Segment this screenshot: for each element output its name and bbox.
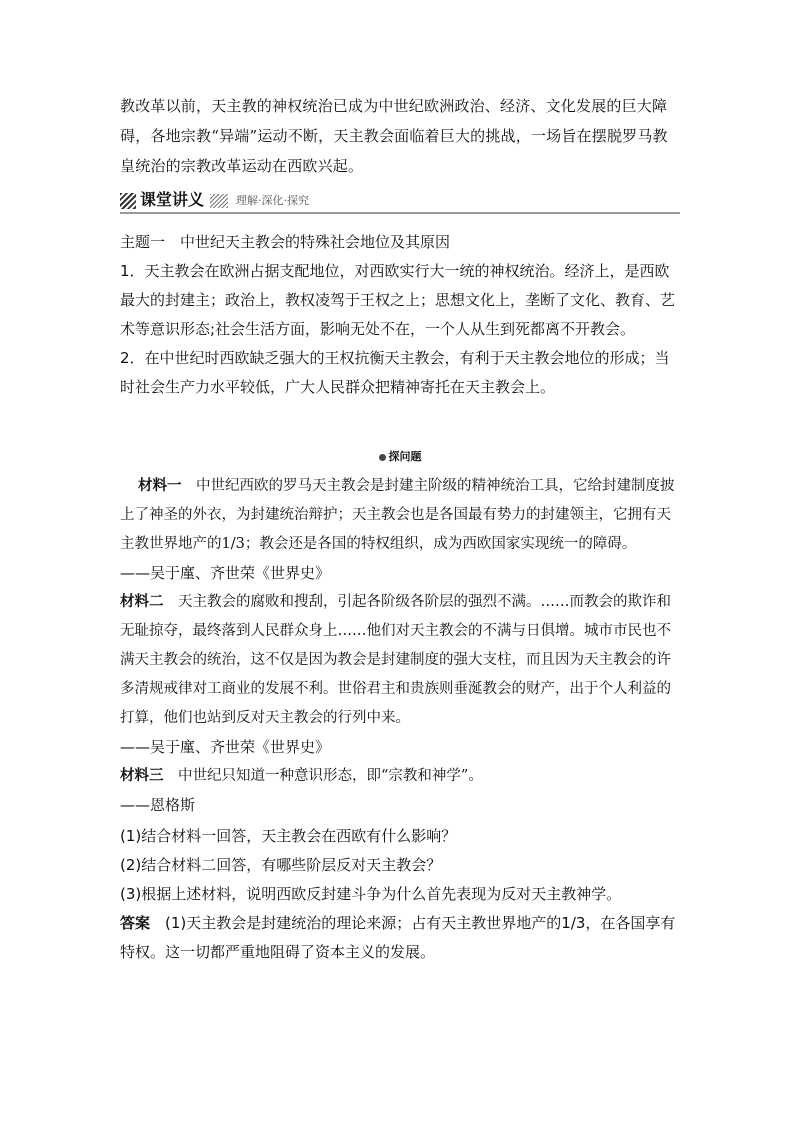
material-1-text: 中世纪西欧的罗马天主教会是封建主阶级的精神统治工具，它给封建制度披上了神圣的外衣，为封建统治辩护；天主教会也是各国最有势力的封建领主，它拥有天主教世界地产的1/3；教会还是各国的特权组织，成为西欧国家实现统一的障碍。 <box>120 478 675 552</box>
material-1-label: 材料一 <box>138 478 182 494</box>
question-2: (2)结合材料二回答，有哪些阶层反对天主教会？ <box>120 856 442 874</box>
bullet-dot-icon <box>379 454 386 461</box>
material-3-label: 材料三 <box>120 768 164 784</box>
section-stripe-icon <box>120 193 136 209</box>
explore-heading <box>120 448 680 464</box>
questions-list <box>120 822 680 967</box>
question-3: (3)根据上述材料，说明西欧反封建斗争为什么首先表现为反对天主教神学。 <box>120 885 622 903</box>
intro-paragraph-block <box>120 91 680 181</box>
answer-label: 答案 <box>120 914 151 932</box>
material-1 <box>120 472 680 559</box>
section-title: 课堂讲义 <box>140 190 205 209</box>
material-2-label: 材料二 <box>120 594 164 610</box>
material-1-source: ——吴于廑、齐世荣《世界史》 <box>120 564 331 582</box>
material-2-source: ——吴于廑、齐世荣《世界史》 <box>120 738 331 756</box>
materials-block <box>120 472 680 967</box>
section-header <box>120 188 680 214</box>
answer <box>120 909 680 967</box>
material-2-text: 天主教会的腐败和搜刮，引起各阶级各阶层的强烈不满。……而教会的欺诈和无耻掠夺，最终落到人民群众身上……他们对天主教会的不满与日俱增。城市市民也不满天主教会的统治，这不仅是因为教会是封建制度的强大支柱，而且因为天主教会的许多清规戒律对工商业的发展不利。世俗君主和贵族则垂涎教会的财产，出于个人利益的打算，他们也站到反对天主教会的行列中来。 <box>120 594 671 726</box>
material-2 <box>120 588 680 733</box>
topic-heading: 主题一 中世纪天主教会的特殊社会地位及其原因 <box>120 233 451 251</box>
explore-heading-label: 探问题 <box>388 450 422 463</box>
topic-point-2: 2．在中世纪时西欧缺乏强大的王权抗衡天主教会，有利于天主教会地位的形成；当时社会生产力水平较低，广大人民群众把精神寄托在天主教会上。 <box>120 349 670 396</box>
question-1: (1)结合材料一回答，天主教会在西欧有什么影响？ <box>120 827 457 845</box>
section-subtitle: 理解·深化·探究 <box>236 194 310 207</box>
material-3-source: ——恩格斯 <box>120 796 196 814</box>
topic-one-block <box>120 228 680 402</box>
section-hatch-icon <box>210 194 228 208</box>
material-3 <box>120 762 680 791</box>
intro-paragraph: 教改革以前，天主教的神权统治已成为中世纪欧洲政治、经济、文化发展的巨大障碍，各地宗教“异端”运动不断，天主教会面临着巨大的挑战，一场旨在摆脱罗马教皇统治的宗教改革运动在西欧兴起。 <box>120 97 668 175</box>
answer-text: (1)天主教会是封建统治的理论来源；占有天主教世界地产的1/3，在各国享有特权。这一切都严重地阻碍了资本主义的发展。 <box>120 914 676 961</box>
topic-point-1: 1．天主教会在欧洲占据支配地位，对西欧实行大一统的神权统治。经济上，是西欧最大的封建主；政治上，教权凌驾于王权之上；思想文化上，垄断了文化、教育、艺术等意识形态;社会生活方面，影响无处不在，一个人从生到死都离不开教会。 <box>120 262 676 338</box>
material-3-text: 中世纪只知道一种意识形态，即“宗教和神学”。 <box>178 768 483 784</box>
